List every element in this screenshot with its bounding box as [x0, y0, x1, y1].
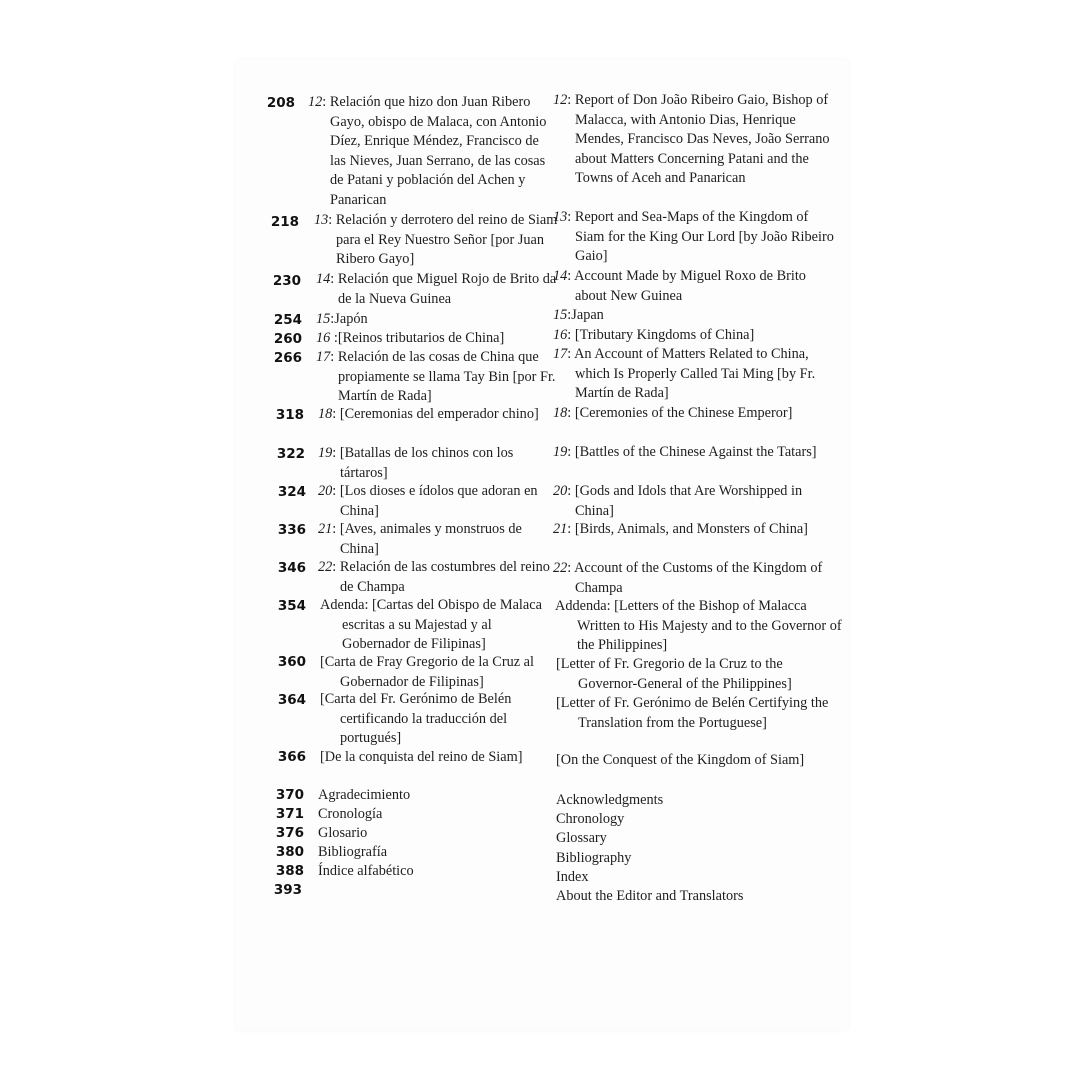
english-entry: 14: Account Made by Miguel Roxo de Brito about New Guinea	[553, 268, 806, 304]
page-number: 366	[277, 749, 306, 765]
spanish-entry: 14: Relación que Miguel Rojo de Brito da de la Nueva Guinea	[316, 271, 557, 307]
spanish-entry: [Carta de Fray Gregorio de la Cruz al Gobernador de Filipinas]	[320, 654, 534, 690]
page-number: 336	[277, 522, 306, 538]
page-number: 371	[275, 806, 304, 822]
spanish-entry: Glosario	[318, 825, 368, 841]
english-entry: Acknowledgments	[556, 792, 664, 808]
entry-number: 19	[318, 445, 333, 461]
entry-number: 22	[553, 560, 568, 576]
english-title: [Gods and Idols that Are Worshipped in China]	[574, 483, 803, 519]
english-entry: Glossary	[556, 830, 607, 846]
english-entry: 16: [Tributary Kingdoms of China]	[553, 327, 755, 343]
page-number: 346	[277, 560, 306, 576]
english-entry: 21: [Birds, Animals, and Monsters of China]	[553, 521, 808, 537]
page-number: 318	[275, 407, 304, 423]
entry-number: 21	[318, 521, 333, 537]
english-title: An Account of Matters Related to China, which Is Properly Called Tai Ming [by Fr. Martín de Rada]	[574, 346, 816, 401]
entry-number: 14	[316, 271, 331, 287]
spanish-entry: 17: Relación de las cosas de China que propiamente se llama Tay Bin [por Fr. Martín de Rada]	[316, 349, 556, 404]
entry-number: 20	[318, 483, 333, 499]
page-number: 388	[275, 863, 304, 879]
spanish-title: [Reinos tributarios de China]	[337, 330, 505, 346]
page-number: 266	[273, 350, 302, 366]
entry-number: 15	[316, 311, 331, 327]
english-title: [Battles of the Chinese Against the Tatars]	[574, 444, 817, 460]
english-entry: 18: [Ceremonies of the Chinese Emperor]	[553, 405, 793, 421]
entry-number: 17	[553, 346, 568, 362]
entry-number: 16	[316, 330, 331, 346]
page-number: 360	[277, 654, 306, 670]
spanish-entry: Bibliografía	[318, 844, 388, 860]
entry-number: 13	[553, 209, 568, 225]
english-entry: 17: An Account of Matters Related to China, which Is Properly Called Tai Ming [by Fr. Martín de Rada]	[553, 346, 816, 401]
spanish-entry: [De la conquista del reino de Siam]	[320, 749, 523, 765]
english-entry: 13: Report and Sea-Maps of the Kingdom of Siam for the King Our Lord [by João Ribeiro Gaio]	[553, 209, 834, 264]
page-number: 376	[275, 825, 304, 841]
english-title: [Birds, Animals, and Monsters of China]	[574, 521, 808, 537]
page-number: 230	[272, 273, 301, 289]
page-number: 208	[266, 95, 295, 111]
spanish-title: Relación y derrotero del reino de Siam para el Rey Nuestro Señor [por Juan Ribero Gayo]	[335, 212, 558, 267]
english-title: Report and Sea-Maps of the Kingdom of Siam for the King Our Lord [by João Ribeiro Gaio]	[574, 209, 834, 264]
entry-number: 19	[553, 444, 568, 460]
entry-number: 16	[553, 327, 568, 343]
english-entry: 22: Account of the Customs of the Kingdom of Champa	[553, 560, 823, 596]
spanish-title: Relación que hizo don Juan Ribero Gayo, obispo de Malaca, con Antonio Díez, Enrique Méndez, Francisco de las Nieves, Juan Serrano, de las cosas de Patani y población del Achen y Panarican	[329, 94, 547, 208]
english-entry: 15:Japan	[553, 307, 604, 323]
spanish-title: Relación de las cosas de China que propiamente se llama Tay Bin [por Fr. Martín de Rada]	[337, 349, 556, 404]
english-entry: 19: [Battles of the Chinese Against the Tatars]	[553, 444, 817, 460]
english-entry: 20: [Gods and Idols that Are Worshipped in China]	[553, 483, 803, 519]
english-entry: [On the Conquest of the Kingdom of Siam]	[556, 752, 805, 768]
spanish-entry: 20: [Los dioses e ídolos que adoran en China]	[318, 483, 538, 519]
spanish-title: [Ceremonias del emperador chino]	[339, 406, 539, 422]
entry-number: 17	[316, 349, 331, 365]
spanish-title: [Los dioses e ídolos que adoran en China]	[339, 483, 538, 519]
page-number: 380	[275, 844, 304, 860]
entry-number: 15	[553, 307, 568, 323]
english-entry: Addenda: [Letters of the Bishop of Malacca Written to His Majesty and to the Governor of the Philippines]	[555, 598, 842, 653]
page-number: 322	[276, 446, 305, 462]
english-entry: Bibliography	[556, 850, 632, 866]
spanish-title: Japón	[334, 311, 368, 327]
spanish-entry: 19: [Batallas de los chinos con los tártaros]	[318, 445, 514, 481]
spanish-entry: 22: Relación de las costumbres del reino de Champa	[318, 559, 550, 595]
english-title: Japan	[571, 307, 604, 323]
spanish-entry: Índice alfabético	[318, 863, 414, 879]
english-title: [Tributary Kingdoms of China]	[574, 327, 755, 343]
page-number: 364	[277, 692, 306, 708]
english-entry: Index	[556, 869, 589, 885]
page-number: 370	[275, 787, 304, 803]
english-title: Account of the Customs of the Kingdom of Champa	[574, 560, 823, 596]
english-entry: 12: Report of Don João Ribeiro Gaio, Bishop of Malacca, with Antonio Dias, Henrique Mendes, Francisco Das Neves, João Serrano about Matters Concerning Patani and the Towns of Aceh and Panarican	[553, 92, 830, 186]
english-title: Account Made by Miguel Roxo de Brito about New Guinea	[574, 268, 806, 304]
english-entry: [Letter of Fr. Gerónimo de Belén Certifying the Translation from the Portuguese]	[556, 695, 829, 731]
spanish-entry: 16 :[Reinos tributarios de China]	[316, 330, 505, 346]
spanish-entry: Cronología	[318, 806, 383, 822]
page-number: 354	[277, 598, 306, 614]
english-entry: About the Editor and Translators	[556, 888, 744, 904]
entry-number: 14	[553, 268, 568, 284]
spanish-entry: 12: Relación que hizo don Juan Ribero Gayo, obispo de Malaca, con Antonio Díez, Enrique Méndez, Francisco de las Nieves, Juan Serrano, de las cosas de Patani y población del Achen y Panarican	[308, 94, 547, 208]
entry-number: 22	[318, 559, 333, 575]
spanish-entry: [Carta del Fr. Gerónimo de Belén certificando la traducción del portugués]	[320, 691, 512, 746]
entry-number: 13	[314, 212, 329, 228]
entry-number: 18	[318, 406, 333, 422]
spanish-title: Relación de las costumbres del reino de Champa	[339, 559, 550, 595]
spanish-entry: 21: [Aves, animales y monstruos de China]	[318, 521, 522, 557]
english-entry: [Letter of Fr. Gregorio de la Cruz to the Governor-General of the Philippines]	[556, 656, 792, 692]
english-entry: Chronology	[556, 811, 625, 827]
entry-number: 20	[553, 483, 568, 499]
entry-number: 12	[553, 92, 568, 108]
page-number: 254	[273, 312, 302, 328]
spanish-entry: Adenda: [Cartas del Obispo de Malaca escritas a su Majestad y al Gobernador de Filipinas]	[320, 597, 542, 652]
english-title: [Ceremonies of the Chinese Emperor]	[574, 405, 793, 421]
page-number: 218	[270, 214, 299, 230]
page-number: 393	[273, 882, 302, 898]
entry-number: 21	[553, 521, 568, 537]
spanish-title: [Aves, animales y monstruos de China]	[339, 521, 522, 557]
entry-number: 12	[308, 94, 323, 110]
spanish-entry: 13: Relación y derrotero del reino de Siam para el Rey Nuestro Señor [por Juan Ribero Gayo]	[314, 212, 558, 267]
spanish-title: [Batallas de los chinos con los tártaros]	[339, 445, 514, 481]
page-number: 260	[273, 331, 302, 347]
entry-number: 18	[553, 405, 568, 421]
spanish-title: Relación que Miguel Rojo de Brito da de la Nueva Guinea	[337, 271, 557, 307]
spanish-entry: 15:Japón	[316, 311, 368, 327]
page-number: 324	[277, 484, 306, 500]
spanish-entry: Agradecimiento	[318, 787, 411, 803]
spanish-entry: 18: [Ceremonias del emperador chino]	[318, 406, 539, 422]
english-title: Report of Don João Ribeiro Gaio, Bishop of Malacca, with Antonio Dias, Henrique Mendes, Francisco Das Neves, João Serrano about Matters Concerning Patani and the Towns of Aceh and Panarican	[574, 92, 830, 186]
